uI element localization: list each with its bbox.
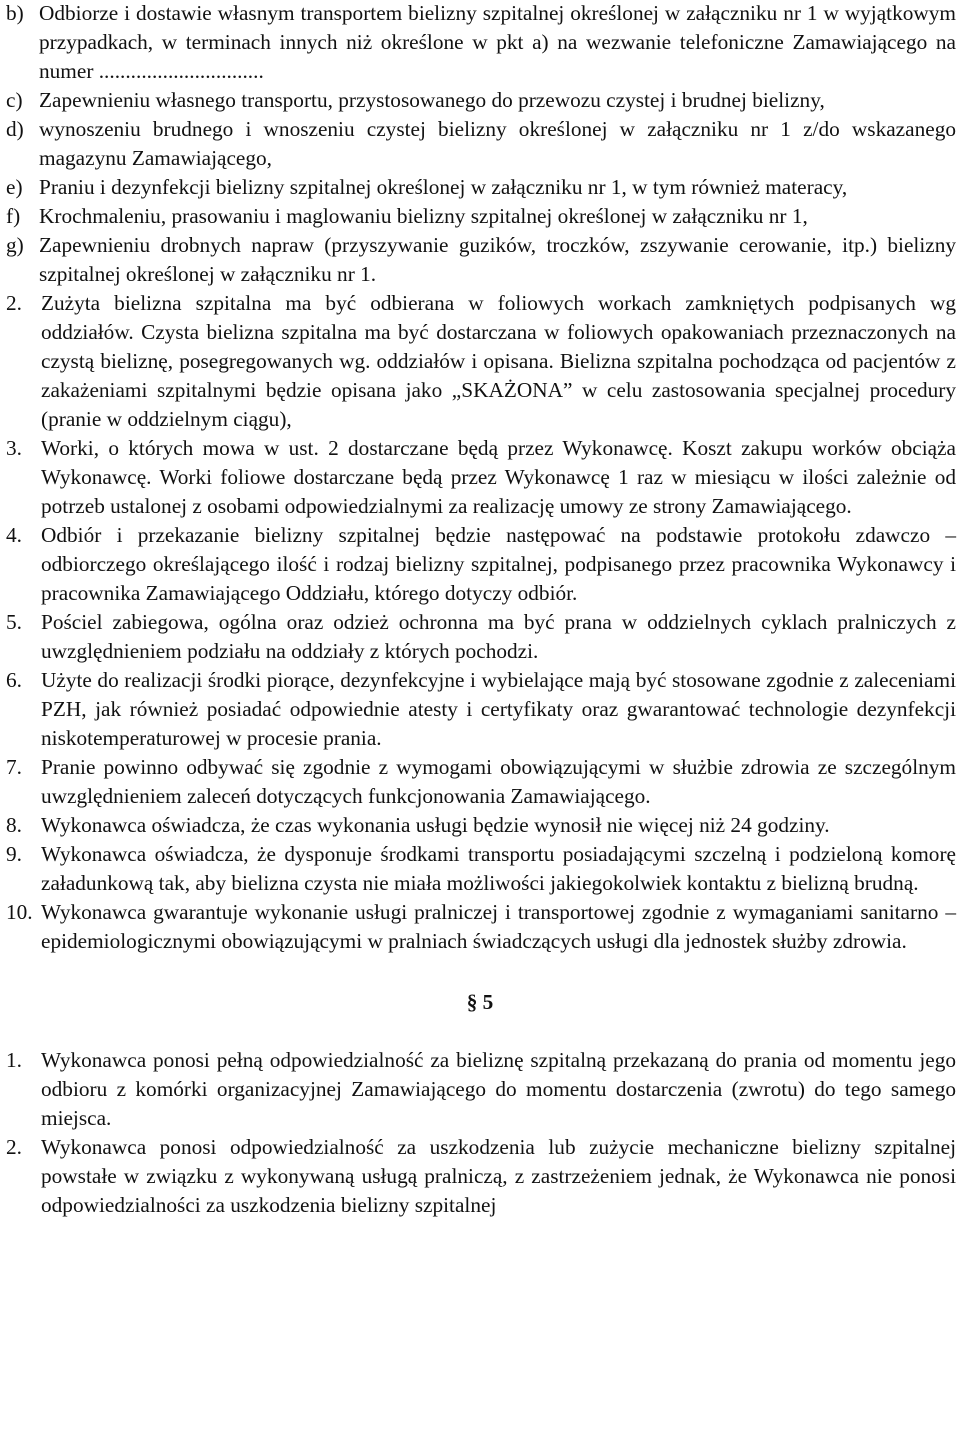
list-item-e <box>0 173 960 202</box>
section-item-1 <box>0 1046 960 1133</box>
list-item-text: Wykonawca ponosi odpowiedzialność za uszkodzenia lub zużycie mechaniczne bielizny szpitalnej powstałe w związku z wykonywaną usługą pralniczą, z zastrzeżeniem jednak, że Wykonawca nie ponosi odpowiedzialności za uszkodzenia bielizny szpitalnej <box>41 1135 956 1217</box>
list-item-text: Zapewnieniu drobnych napraw (przyszywanie guzików, troczków, zszywanie cerowanie, itp.) bielizny szpitalnej określonej w załączniku nr 1. <box>39 233 956 286</box>
list-marker: b) <box>6 1 24 25</box>
list-marker: e) <box>6 175 23 199</box>
list-marker: 9. <box>6 842 22 866</box>
numbered-item-3 <box>0 434 960 521</box>
numbered-item-7 <box>0 753 960 811</box>
section-item-2 <box>0 1133 960 1220</box>
list-marker: g) <box>6 233 24 257</box>
list-item-text: Wykonawca oświadcza, że dysponuje środkami transportu posiadającymi szczelną i podzieloną komorę załadunkową tak, aby bielizna czysta nie miała możliwości jakiegokolwiek kontaktu z bielizną brudną. <box>41 842 956 895</box>
numbered-item-2 <box>0 289 960 434</box>
list-marker: 3. <box>6 436 22 460</box>
numbered-item-4 <box>0 521 960 608</box>
numbered-list <box>0 289 960 956</box>
list-marker: 8. <box>6 813 22 837</box>
list-item-b <box>0 0 960 86</box>
list-item-text: wynoszeniu brudnego i wnoszeniu czystej bielizny określonej w załączniku nr 1 z/do wskazanego magazynu Zamawiającego, <box>39 117 956 170</box>
numbered-item-10 <box>0 898 960 956</box>
list-item-text: Użyte do realizacji środki piorące, dezynfekcyjne i wybielające mają być stosowane zgodnie z zaleceniami PZH, jak również posiadać odpowiednie atesty i certyfikaty oraz gwarantować technologie dezynfekcji niskotemperaturowej w procesie prania. <box>41 668 956 750</box>
list-item-text: Zużyta bielizna szpitalna ma być odbierana w foliowych workach zamkniętych podpisanych wg oddziałów. Czysta bielizna szpitalna ma być dostarczana w foliowych opakowaniach przeznaczonych na czystą bieliznę, posegregowanych wg. oddziałów i opisana. Bielizna szpitalna pochodząca od pacjentów z zakażeniami szpitalnymi będzie opisana jako „SKAŻONA” w celu zastosowania specjalnej procedury (pranie w oddzielnym ciągu), <box>41 291 956 431</box>
section-list <box>0 1046 960 1220</box>
list-item-text: Wykonawca ponosi pełną odpowiedzialność za bieliznę szpitalną przekazaną do prania od momentu jego odbioru z komórki organizacyjnej Zamawiającego do momentu dostarczenia (zwrotu) do tego samego miejsca. <box>41 1048 956 1130</box>
list-item-text: Pościel zabiegowa, ogólna oraz odzież ochronna ma być prana w oddzielnych cyklach pralniczych z uwzględnieniem podziału na oddziały z których pochodzi. <box>41 610 956 663</box>
list-marker: 4. <box>6 523 22 547</box>
list-item-text: Wykonawca gwarantuje wykonanie usługi pralniczej i transportowej zgodnie z wymaganiami sanitarno – epidemiologicznymi obowiązującymi w pralniach świadczących usługi dla jednostek służby zdrowia. <box>41 900 956 953</box>
list-marker: 6. <box>6 668 22 692</box>
list-item-text: Wykonawca oświadcza, że czas wykonania usługi będzie wynosił nie więcej niż 24 godziny. <box>41 813 830 837</box>
numbered-item-8 <box>0 811 960 840</box>
list-item-text: Worki, o których mowa w ust. 2 dostarczane będą przez Wykonawcę. Koszt zakupu worków obciąża Wykonawcę. Worki foliowe dostarczane będą przez Wykonawcę 1 raz w miesiącu w ilości zależnie od potrzeb ustalonej z osobami odpowiedzialnymi za realizację umowy ze strony Zamawiającego. <box>41 436 956 518</box>
list-marker: c) <box>6 88 23 112</box>
list-item-text: Praniu i dezynfekcji bielizny szpitalnej określonej w załączniku nr 1, w tym również materacy, <box>39 175 848 199</box>
list-item-g <box>0 231 960 289</box>
numbered-item-9 <box>0 840 960 898</box>
list-item-text: Pranie powinno odbywać się zgodnie z wymogami obowiązującymi w służbie zdrowia ze szczególnym uwzględnieniem zaleceń dotyczących funkcjonowania Zamawiającego. <box>41 755 956 808</box>
list-marker: 1. <box>6 1048 22 1072</box>
letter-list <box>0 0 960 289</box>
list-marker: d) <box>6 117 24 141</box>
list-item-text: Krochmaleniu, prasowaniu i maglowaniu bielizny szpitalnej określonej w załączniku nr 1, <box>39 204 808 228</box>
list-marker: f) <box>6 204 21 228</box>
list-item-text: Odbiorze i dostawie własnym transportem bielizny szpitalnej określonej w załączniku nr 1 w wyjątkowym przypadkach, w terminach innych niż określone w pkt a) na wezwanie telefoniczne Zamawiającego na numer ............................... <box>39 1 956 83</box>
list-marker: 5. <box>6 610 22 634</box>
list-marker: 10. <box>6 900 33 924</box>
list-marker: 7. <box>6 755 22 779</box>
numbered-item-5 <box>0 608 960 666</box>
list-marker: 2. <box>6 291 22 315</box>
numbered-item-6 <box>0 666 960 753</box>
list-item-text: Odbiór i przekazanie bielizny szpitalnej będzie następować na podstawie protokołu zdawczo – odbiorczego określającego ilość i rodzaj bielizny szpitalnej, podpisanego przez pracownika Wykonawcy i pracownika Zamawiającego Oddziału, którego dotyczy odbiór. <box>41 523 956 605</box>
list-item-text: Zapewnieniu własnego transportu, przystosowanego do przewozu czystej i brudnej bielizny, <box>39 88 825 112</box>
list-item-c <box>0 86 960 115</box>
list-item-f <box>0 202 960 231</box>
list-item-d <box>0 115 960 173</box>
section-heading: § 5 <box>466 990 494 1014</box>
list-marker: 2. <box>6 1135 22 1159</box>
